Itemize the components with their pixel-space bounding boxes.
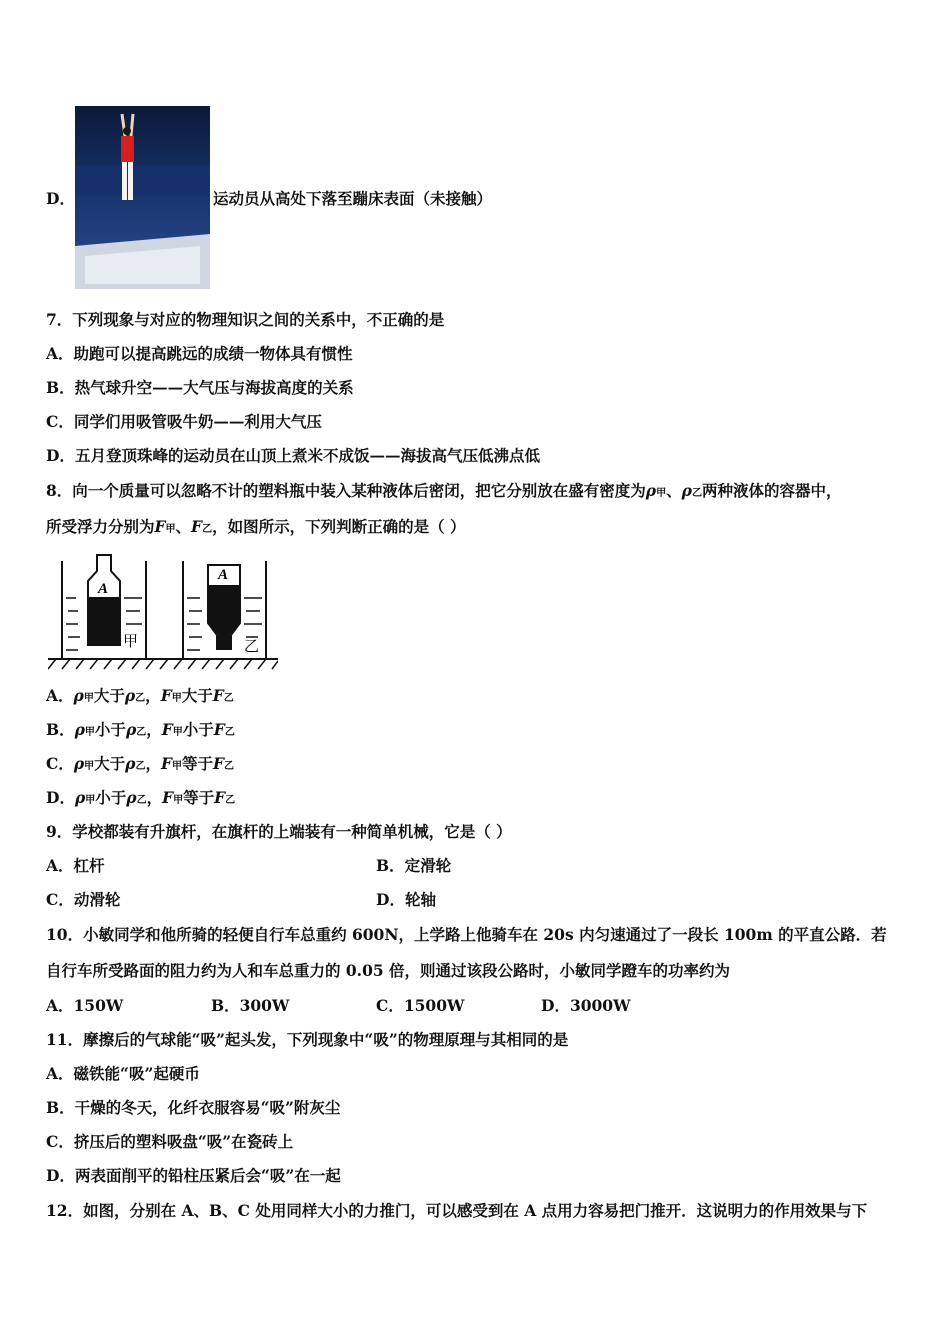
- sub-yi: 乙: [225, 795, 236, 806]
- option-label: A．: [46, 686, 74, 705]
- q11-stem: 11．摩擦后的气球能“吸”起头发，下列现象中“吸”的物理原理与其相同的是: [46, 1030, 569, 1049]
- q10-stem-line2: 自行车所受路面的阻力约为人和车总重力的 0.05 倍，则通过该段公路时，小敏同学蹬车的功率约为: [46, 961, 731, 980]
- rho-symbol: ρ: [124, 686, 136, 705]
- q6-option-d-text: 运动员从高处下落至蹦床表面（未接触）: [213, 189, 493, 208]
- sub-yi: 乙: [224, 727, 235, 738]
- q8-option: [46, 720, 235, 743]
- rho-symbol: ρ: [645, 481, 657, 500]
- q7-option-d: D．五月登顶珠峰的运动员在山顶上煮米不成饭——海拔高气压低沸点低: [46, 446, 540, 465]
- rho-symbol: ρ: [681, 481, 692, 500]
- trampoline-athlete-photo: [75, 106, 210, 289]
- rho-symbol: ρ: [125, 720, 137, 739]
- q8-stem2-a: 所受浮力分别为: [46, 517, 155, 536]
- q9-option-d: D．轮轴: [376, 890, 436, 909]
- force-symbol: F: [213, 720, 225, 739]
- figure-label-jia: 甲: [123, 632, 139, 650]
- q8-stem-line1: [46, 481, 841, 504]
- force-symbol: F: [154, 517, 166, 536]
- sub-yi: 乙: [135, 693, 146, 704]
- comma: ，: [145, 686, 161, 705]
- force-symbol: F: [214, 788, 226, 807]
- q9-option-a: A．杠杆: [46, 856, 105, 875]
- q8-stem2-b: ，如图所示，下列判断正确的是（ ）: [212, 517, 466, 536]
- q8-option: [46, 788, 235, 811]
- q11-option-b: B．干燥的冬天，化纤衣服容易“吸”附灰尘: [46, 1098, 341, 1117]
- force-symbol: F: [162, 788, 174, 807]
- relation: 大于: [94, 754, 126, 773]
- q10-option-c: C．1500W: [376, 996, 465, 1015]
- q9-option-b: B．定滑轮: [376, 856, 452, 875]
- comma: ，: [146, 720, 162, 739]
- comma: ，: [146, 788, 163, 807]
- bottle-label-a: A: [98, 581, 109, 597]
- sub-jia: 甲: [171, 693, 182, 704]
- q10-option-d: D．3000W: [541, 996, 631, 1015]
- option-label: D．: [46, 788, 75, 807]
- sub-jia: 甲: [656, 488, 667, 499]
- q6-option-d-label: D．: [46, 189, 75, 208]
- option-label: C．: [46, 754, 74, 773]
- force-symbol: F: [161, 720, 173, 739]
- rho-symbol: ρ: [73, 754, 85, 773]
- sub-jia: 甲: [84, 761, 95, 772]
- sub-jia: 甲: [172, 761, 183, 772]
- sub-yi: 乙: [224, 761, 235, 772]
- force-symbol: F: [212, 686, 224, 705]
- bottle-label-a: A: [218, 567, 229, 583]
- q9-stem: 9．学校都装有升旗杆，在旗杆的上端装有一种简单机械，它是（ ）: [46, 822, 512, 841]
- sub-jia: 甲: [85, 795, 96, 806]
- rho-symbol: ρ: [73, 686, 84, 705]
- q8-option: [46, 754, 234, 777]
- rho-symbol: ρ: [126, 788, 137, 807]
- separator: 、: [666, 481, 682, 500]
- relation: 大于: [181, 686, 213, 705]
- q8-option: [46, 686, 234, 709]
- sub-jia: 甲: [84, 727, 95, 738]
- q10-stem-line1: 10．小敏同学和他所骑的轻便自行车总重约 600N，上学路上他骑车在 20s 内匀速通过了一段长 100m 的平直公路．若: [46, 925, 887, 944]
- force-symbol: F: [213, 754, 225, 773]
- rho-symbol: ρ: [74, 788, 86, 807]
- q11-option-a: A．磁铁能“吸”起硬币: [46, 1064, 200, 1083]
- q10-option-b: B．300W: [211, 996, 290, 1015]
- sub-yi: 乙: [136, 795, 147, 806]
- q7-option-b: B．热气球升空——大气压与海拔高度的关系: [46, 378, 354, 397]
- comma: ，: [145, 754, 161, 773]
- sub-jia: 甲: [165, 524, 176, 535]
- sub-yi: 乙: [136, 727, 147, 738]
- force-symbol: F: [191, 517, 203, 536]
- relation: 等于: [183, 788, 215, 807]
- q8-stem-line2: [46, 517, 465, 540]
- q11-option-c: C．挤压后的塑料吸盘“吸”在瓷砖上: [46, 1132, 294, 1151]
- sub-yi: 乙: [135, 761, 146, 772]
- q7-stem: 7．下列现象与对应的物理知识之间的关系中，不正确的是: [46, 310, 445, 329]
- q7-option-a: A．助跑可以提高跳远的成绩一物体具有惯性: [46, 344, 353, 363]
- figure-label-yi: 乙: [244, 637, 260, 655]
- sub-jia: 甲: [83, 693, 94, 704]
- separator: 、: [175, 517, 192, 536]
- force-symbol: F: [160, 686, 172, 705]
- rho-symbol: ρ: [125, 754, 136, 773]
- q8-stem1-b: 两种液体的容器中，: [701, 481, 842, 500]
- sub-yi: 乙: [691, 488, 702, 499]
- relation: 小于: [182, 720, 214, 739]
- q8-stem1-a: 8．向一个质量可以忽略不计的塑料瓶中装入某种液体后密闭，把它分别放在盛有密度为: [46, 481, 646, 500]
- relation: 等于: [182, 754, 214, 773]
- sub-yi: 乙: [223, 693, 234, 704]
- relation: 小于: [94, 720, 126, 739]
- bottle-in-liquids-figure: [48, 553, 278, 673]
- relation: 小于: [95, 788, 127, 807]
- rho-symbol: ρ: [74, 720, 85, 739]
- option-label: B．: [46, 720, 75, 739]
- sub-jia: 甲: [173, 795, 184, 806]
- q11-option-d: D．两表面削平的铅柱压紧后会“吸”在一起: [46, 1166, 341, 1185]
- q9-option-c: C．动滑轮: [46, 890, 121, 909]
- q12-stem: 12．如图，分别在 A、B、C 处用同样大小的力推门，可以感受到在 A 点用力容易把门推开．这说明力的作用效果与下: [46, 1201, 868, 1220]
- force-symbol: F: [161, 754, 173, 773]
- sub-jia: 甲: [172, 727, 183, 738]
- relation: 大于: [93, 686, 125, 705]
- q10-option-a: A．150W: [46, 996, 124, 1015]
- sub-yi: 乙: [202, 524, 213, 535]
- q7-option-c: C．同学们用吸管吸牛奶——利用大气压: [46, 412, 322, 431]
